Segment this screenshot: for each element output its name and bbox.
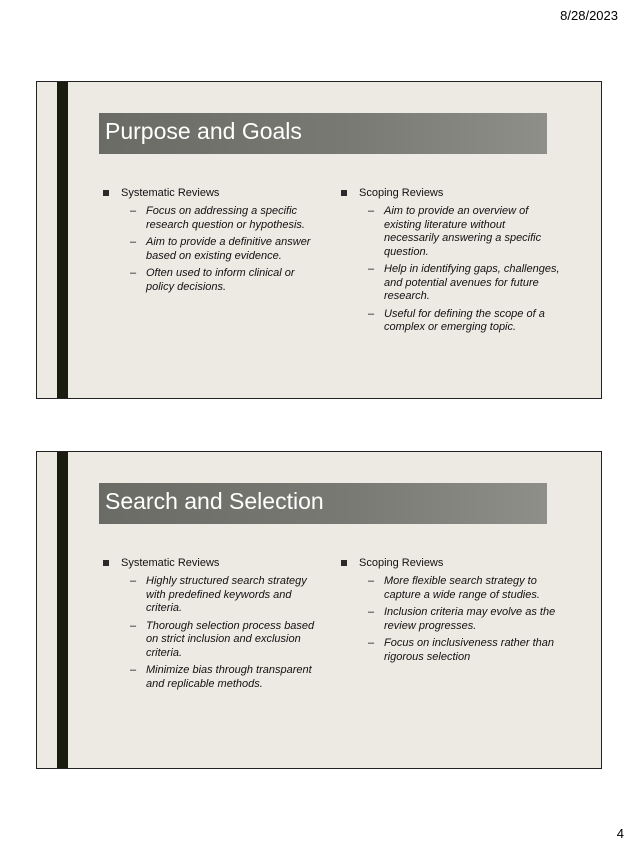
list-item-text: More flexible search strategy to capture a wide range of studies. [384,575,540,601]
list-item-text: Focus on addressing a specific research question or hypothesis. [146,205,305,231]
column-scoping-reviews [341,557,561,668]
dash-bullet-icon: – [130,664,137,676]
sub-bullet-list [103,205,323,294]
square-bullet-icon [103,190,109,196]
column-scoping-reviews [341,187,561,339]
sub-bullet-list [341,205,561,335]
column-heading [341,187,561,203]
column-systematic-reviews [103,557,323,695]
sub-bullet-list [341,575,561,664]
page-number: 4 [616,826,624,841]
list-item-text: Help in identifying gaps, challenges, and potential avenues for future research. [384,263,560,302]
list-item [341,205,561,259]
dash-bullet-icon: – [368,307,375,320]
page-date: 8/28/2023 [560,8,618,23]
dash-bullet-icon: – [130,205,137,217]
dash-bullet-icon: – [130,619,137,632]
list-item [341,637,561,664]
column-heading-text: Scoping Reviews [359,557,444,569]
list-item [103,664,323,691]
slide-title: Purpose and Goals [105,118,302,144]
column-heading-text: Systematic Reviews [121,187,220,199]
list-item-text: Inclusion criteria may evolve as the review progresses. [384,606,556,632]
list-item [341,575,561,602]
dash-bullet-icon: – [368,205,375,217]
list-item-text: Aim to provide a definitive answer based on existing evidence. [146,236,311,262]
column-heading [103,557,323,573]
list-item [341,308,561,335]
slide-title: Search and Selection [105,488,324,514]
slide-title-band [99,113,547,154]
list-item-text: Minimize bias through transparent and replicable methods. [146,664,312,690]
column-heading [103,187,323,203]
list-item-text: Aim to provide an overview of existing literature without necessarily answering a specific question. [384,205,542,258]
list-item [103,205,323,232]
slide-search-and-selection [36,451,602,769]
dash-bullet-icon: – [368,575,375,587]
slide-accent-bar [57,82,68,398]
square-bullet-icon [341,190,347,196]
dash-bullet-icon: – [368,606,375,618]
list-item [103,236,323,263]
list-item-text: Thorough selection process based on strict inclusion and exclusion criteria. [146,619,315,659]
square-bullet-icon [103,560,109,566]
list-item-text: Useful for defining the scope of a complex or emerging topic. [384,307,545,333]
dash-bullet-icon: – [130,575,137,587]
slide-title-band [99,483,547,524]
dash-bullet-icon: – [368,263,375,275]
slide-purpose-and-goals [36,81,602,399]
column-systematic-reviews [103,187,323,298]
list-item [103,620,323,661]
dash-bullet-icon: – [130,267,137,279]
column-heading [341,557,561,573]
list-item-text: Often used to inform clinical or policy decisions. [146,267,295,293]
slide-accent-bar [57,452,68,768]
sub-bullet-list [103,575,323,691]
list-item [103,267,323,294]
list-item-text: Focus on inclusiveness rather than rigorous selection [384,637,554,663]
square-bullet-icon [341,560,347,566]
list-item [341,263,561,304]
dash-bullet-icon: – [368,637,375,649]
list-item-text: Highly structured search strategy with predefined keywords and criteria. [146,575,307,614]
column-heading-text: Scoping Reviews [359,187,444,199]
list-item [341,606,561,633]
column-heading-text: Systematic Reviews [121,557,220,569]
dash-bullet-icon: – [130,236,137,248]
list-item [103,575,323,616]
